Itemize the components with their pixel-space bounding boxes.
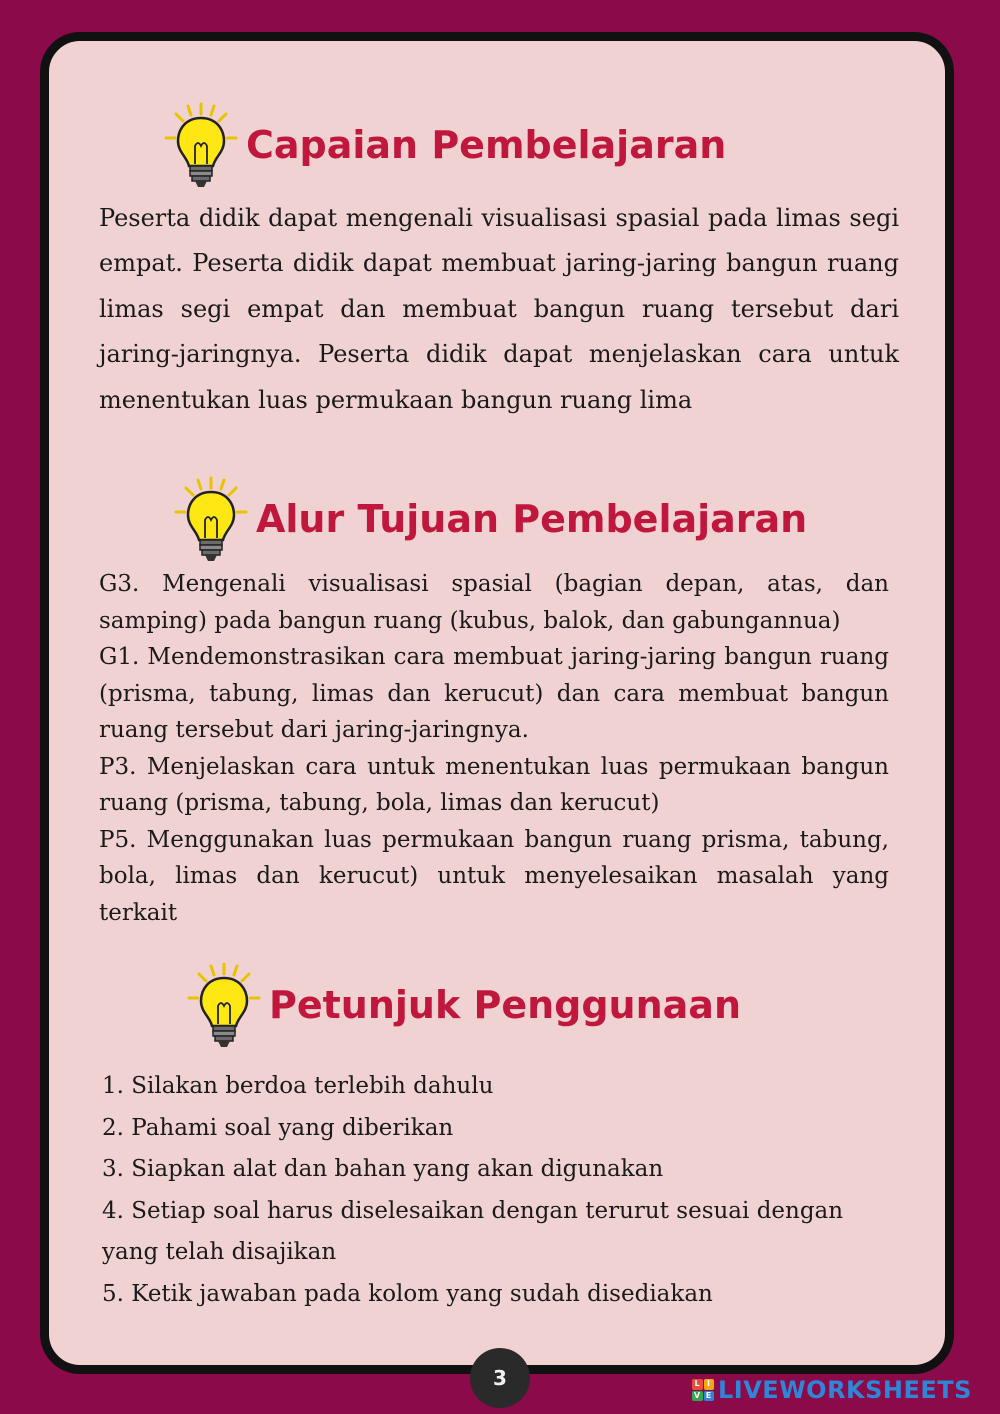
capaian-paragraph: Peserta didik dapat mengenali visualisasi spasial pada limas segi empat. Peserta didik dapat membuat jaring-jaring bangun ruang limas segi empat dan membuat bangun ruang tersebut dari jaring-jaringnya. Peserta didik dapat menjelaskan cara untuk menentukan luas permukaan bangun ruang lima bbox=[99, 204, 899, 414]
petunjuk-item: 5. Ketik jawaban pada kolom yang sudah disediakan bbox=[102, 1280, 713, 1307]
alur-item: P5. Menggunakan luas permukaan bangun ruang prisma, tabung, bola, limas dan kerucut) untuk menyelesaikan masalah yang terkait bbox=[99, 826, 889, 926]
brand-text: LIVEWORKSHEETS bbox=[718, 1376, 972, 1404]
section-heading-petunjuk bbox=[185, 960, 741, 1050]
petunjuk-item: 3. Siapkan alat dan bahan yang akan digunakan bbox=[102, 1156, 664, 1183]
petunjuk-item: 1. Silakan berdoa terlebih dahulu bbox=[102, 1073, 494, 1099]
brand-letter: L bbox=[692, 1379, 703, 1390]
alur-list bbox=[99, 566, 889, 931]
brand-letter: I bbox=[704, 1379, 715, 1390]
brand-logo-icon bbox=[692, 1379, 714, 1401]
liveworksheets-logo[interactable] bbox=[692, 1376, 972, 1404]
page-number: 3 bbox=[470, 1348, 530, 1408]
section-heading-alur bbox=[172, 474, 807, 564]
petunjuk-item: 4. Setiap soal harus diselesaikan dengan terurut sesuai dengan yang telah disajikan bbox=[102, 1197, 844, 1266]
petunjuk-list bbox=[102, 1066, 892, 1316]
section-heading-capaian bbox=[162, 100, 726, 190]
lightbulb-icon bbox=[172, 474, 250, 564]
lightbulb-icon bbox=[162, 100, 240, 190]
petunjuk-item: 2. Pahami soal yang diberikan bbox=[102, 1114, 454, 1141]
section-title: Alur Tujuan Pembelajaran bbox=[256, 497, 808, 541]
brand-letter: V bbox=[693, 1390, 701, 1400]
section-title: Petunjuk Penggunaan bbox=[269, 983, 741, 1027]
alur-item: G3. Mengenali visualisasi spasial (bagian depan, atas, dan samping) pada bangun ruang (kubus, balok, dan gabungannua) bbox=[99, 571, 889, 634]
brand-letter: E bbox=[704, 1391, 715, 1402]
alur-item: P3. Menjelaskan cara untuk menentukan luas permukaan bangun ruang (prisma, tabung, bola, limas dan kerucut) bbox=[99, 753, 889, 816]
alur-item: G1. Mendemonstrasikan cara membuat jaring-jaring bangun ruang (prisma, tabung, limas dan kerucut) dan cara membuat bangun ruang tersebut dari jaring-jaringnya. bbox=[99, 644, 889, 743]
lightbulb-icon bbox=[185, 960, 263, 1050]
section-title: Capaian Pembelajaran bbox=[246, 123, 727, 167]
